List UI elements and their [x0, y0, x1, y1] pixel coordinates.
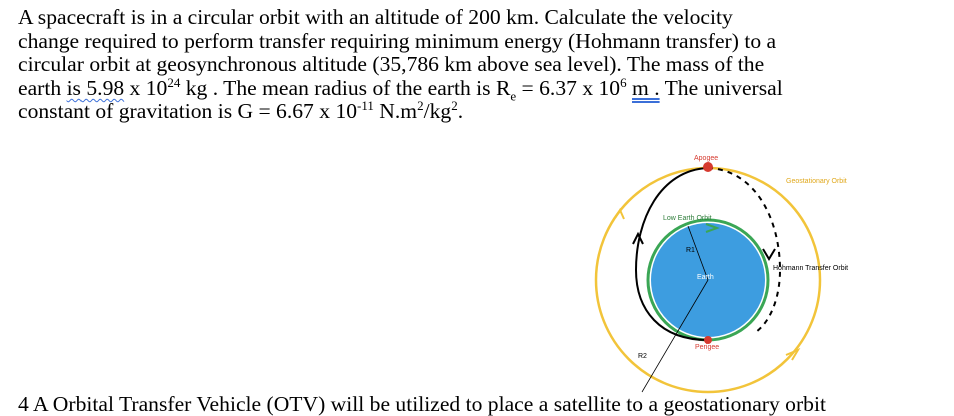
geo-orbit-arrow-left	[615, 210, 624, 219]
grammar-mark: m .	[632, 75, 660, 100]
problem-line-5: constant of gravitation is G = 6.67 x $10^{-11}$ $N.m^2/kg^2$.	[18, 98, 464, 124]
problem-statement	[18, 6, 938, 124]
next-question-cutoff: 4 A Orbital Transfer Vehicle (OTV) will be utilized to place a satellite to a geostationary orbit	[18, 392, 826, 416]
leo-label: Low Earth Orbit	[663, 215, 712, 222]
problem-line-3: circular orbit at geosynchronous altitude (35,786 km above sea level). The mass of the	[18, 52, 765, 77]
r1-label: R1	[686, 247, 695, 254]
apogee-label: Apogee	[694, 155, 719, 162]
perigee-label: Perigee	[695, 344, 720, 351]
spellcheck-value: 5.98	[80, 75, 125, 100]
apogee-marker	[703, 162, 713, 172]
earth-label: Earth	[697, 274, 714, 281]
hohmann-transfer-diagram	[560, 155, 860, 410]
hohmann-label: Hohmann Transfer Orbit	[773, 265, 849, 272]
problem-line-1: A spacecraft is in a circular orbit with an altitude of 200 km. Calculate the velocity	[18, 5, 733, 29]
r2-label: R2	[638, 353, 647, 360]
problem-line-2: change required to perform transfer requiring minimum energy (Hohmann transfer) to a	[18, 28, 777, 53]
perigee-marker	[704, 336, 712, 344]
spellcheck-word-is: is	[66, 75, 81, 100]
problem-line-4: earth is 5.98 x $10^{24}$ kg . The mean radius of the earth is $R_e = 6.37$ x $10^6$ m . The universal	[18, 74, 783, 104]
geostationary-label: Geostationary Orbit	[786, 178, 847, 185]
